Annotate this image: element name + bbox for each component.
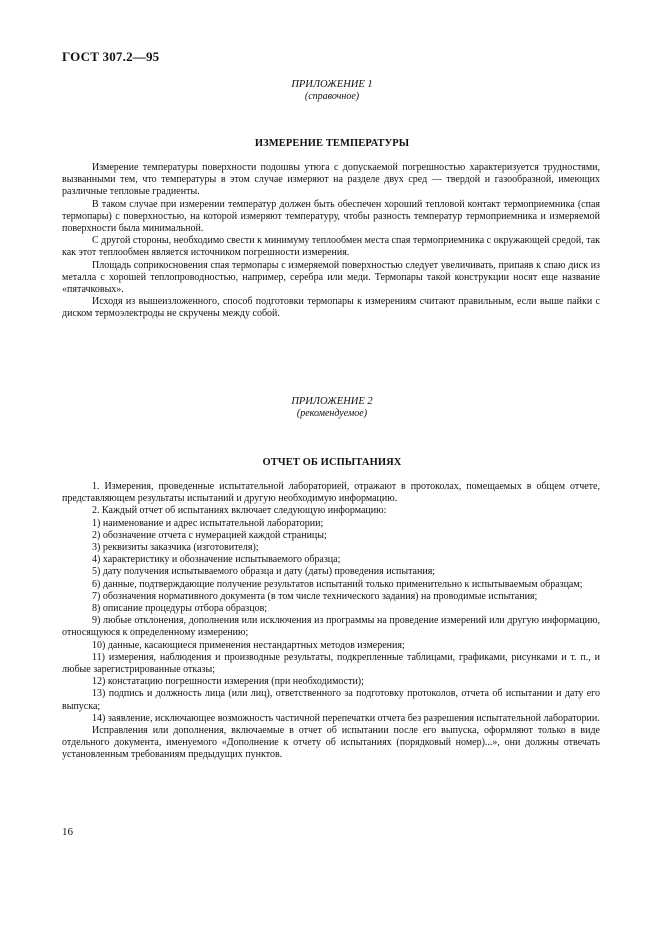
list-item: 13) подпись и должность лица (или лиц), ответственного за подготовку протоколов, отчета об испытании и дату его выпуска;: [62, 688, 600, 712]
appendix-2-type: (рекомендуемое): [296, 408, 368, 419]
paragraph: Исходя из вышеизложенного, способ подготовки термопары к измерениям считают правильным, если выше пайки с диском термоэлектроды не скручены между собой.: [62, 296, 600, 320]
appendix-2-body: [62, 481, 600, 762]
list-item: 7) обозначения нормативного документа (в том числе технического задания) на проводимые испытания;: [92, 590, 538, 602]
appendix-1-heading: [62, 79, 602, 103]
list-item: 2) обозначение отчета с нумерацией каждой страницы;: [92, 529, 327, 541]
list-item: 12) констатацию погрешности измерения (при необходимости);: [92, 676, 364, 688]
paragraph: Площадь соприкосновения спая термопары с измеряемой поверхностью следует увеличивать, припаяв к спаю диск из металла с хорошей теплопроводностью, например, серебра или меди. Термопары такой конструкции носят еще название «пятачковых».: [62, 259, 600, 296]
appendix-2-heading: [62, 396, 602, 420]
appendix-1-type: (справочное): [304, 91, 360, 102]
paragraph: 2. Каждый отчет об испытаниях включает следующую информацию:: [92, 505, 387, 517]
appendix-1-label: ПРИЛОЖЕНИЕ 1: [291, 79, 373, 90]
appendix-1-title: ИЗМЕРЕНИЕ ТЕМПЕРАТУРЫ: [254, 138, 410, 149]
list-item: 5) дату получения испытываемого образца и дату (даты) проведения испытания;: [92, 566, 436, 578]
list-item: 6) данные, подтверждающие получение результатов испытаний только применительно к испытываемым образцам;: [92, 578, 583, 590]
paragraph: С другой стороны, необходимо свести к минимуму теплообмен места спая термоприемника с окружающей средой, так как этот теплообмен является источником погрешности измерения.: [62, 235, 600, 259]
list-item: 1) наименование и адрес испытательной лаборатории;: [92, 517, 324, 529]
list-item: 3) реквизиты заказчика (изготовителя);: [92, 542, 259, 554]
list-item: 8) описание процедуры отбора образцов;: [92, 603, 268, 615]
list-item: 10) данные, касающиеся применения нестандартных методов измерения;: [92, 639, 405, 651]
appendix-2-title: ОТЧЕТ ОБ ИСПЫТАНИЯХ: [262, 457, 402, 468]
list-item: 9) любые отклонения, дополнения или исключения из программы на проведение измерений или другую информацию, относящуюся к определенному измерению;: [62, 615, 600, 639]
list-item: 14) заявление, исключающее возможность частичной перепечатки отчета без разрешения испытательной лаборатории.: [92, 712, 600, 724]
paragraph: Исправления или дополнения, включаемые в отчет об испытании после его выпуска, оформляют только в виде отдельного документа, именуемого «Дополнение к отчету об испытаниях (порядковый номер)...», они должны отвечать установленным требованиям предыдущих пунктов.: [62, 725, 600, 761]
appendix-1-body: [62, 162, 600, 321]
list-item: 11) измерения, наблюдения и производные результаты, подкрепленные таблицами, графиками, рисунками и т. п., и любые зарегистрированные отказы;: [62, 651, 600, 676]
page-number: 16: [62, 826, 73, 838]
paragraph: Измерение температуры поверхности подошвы утюга с допускаемой погрешностью характеризуется трудностями, вызванными тем, что температуры в этом случае измеряют на разделе двух сред — твердой и газообразной, имеющих различные тепловые градиенты.: [62, 162, 600, 198]
document-code: ГОСТ 307.2—95: [62, 49, 160, 64]
paragraph: В таком случае при измерении температур должен быть обеспечен хороший тепловой контакт термоприемника (спая термопары) с поверхностью, на которой измеряют температуру, чтобы разность температур термоприемника и измеряемой поверхности была минимальной.: [62, 198, 600, 235]
list-item: 4) характеристику и обозначение испытываемого образца;: [92, 554, 341, 566]
paragraph: 1. Измерения, проведенные испытательной лабораторией, отражают в протоколах, помещаемых в общем отчете, представляющем результаты испытаний и другую необходимую информацию.: [62, 481, 600, 505]
appendix-2-label: ПРИЛОЖЕНИЕ 2: [291, 396, 373, 407]
